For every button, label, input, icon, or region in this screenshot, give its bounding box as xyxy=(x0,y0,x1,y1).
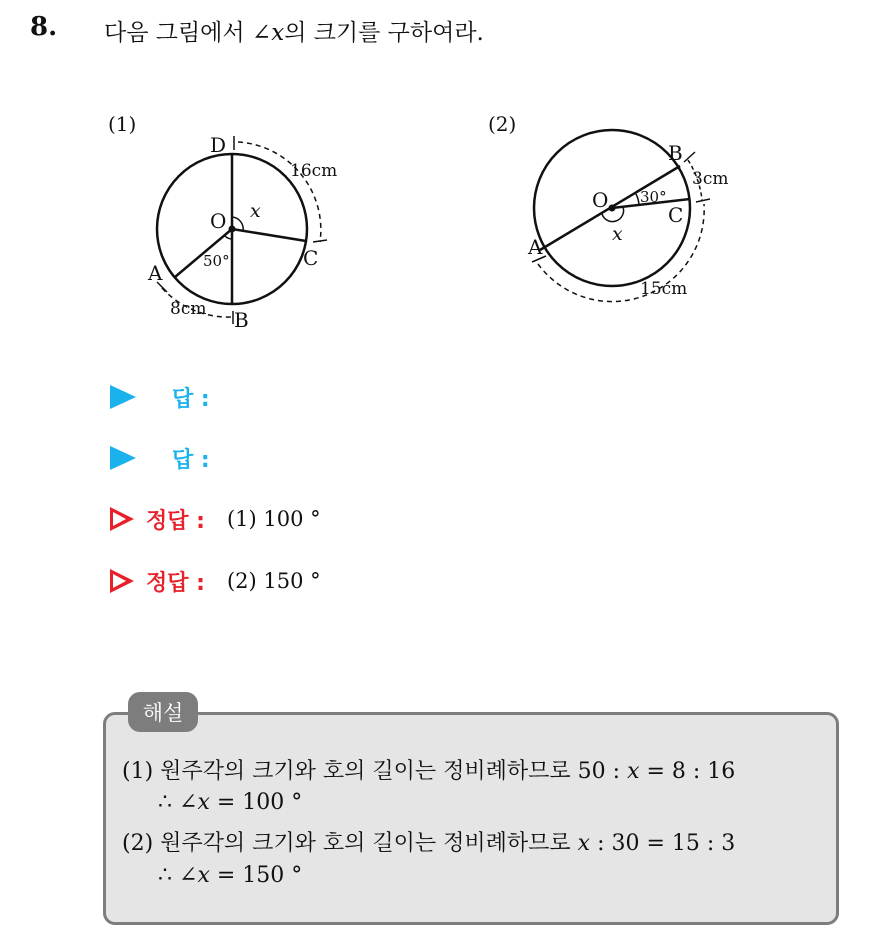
figure2-tick-b xyxy=(684,152,695,162)
answer-row-2 xyxy=(110,443,210,473)
figure1-center-dot xyxy=(229,226,236,233)
explanation-line-1-end: = 8 : 16 xyxy=(639,759,736,784)
explanation-line-3 xyxy=(122,826,735,857)
explanation-line-1-var: x xyxy=(627,759,640,784)
explanation-line-1 xyxy=(122,754,735,785)
question-text-after: 의 크기를 구하여라. xyxy=(284,20,484,46)
figure2-center-dot xyxy=(609,205,616,212)
explanation-line-3-var: x xyxy=(577,831,591,856)
explanation-line-2-prefix: ∴ ∠ xyxy=(158,790,198,815)
explanation-line-4-prefix: ∴ ∠ xyxy=(158,863,198,888)
figure2-tick-c xyxy=(696,199,710,202)
explanation-line-4-var: x xyxy=(197,863,210,888)
figure1-point-b: B xyxy=(234,308,249,332)
explanation-line-1-text: (1) 원주각의 크기와 호의 길이는 정비례하므로 50 : xyxy=(122,759,628,784)
explanation-box xyxy=(103,712,839,925)
question-text-before: 다음 그림에서 ∠ xyxy=(104,20,272,46)
explanation-line-4 xyxy=(158,863,302,888)
correct-row-1 xyxy=(110,504,321,534)
figure2-arc-ac-label: 15cm xyxy=(640,279,688,299)
correct-label: 정답 : xyxy=(146,508,205,534)
figure1-arc-ab-label: 8cm xyxy=(170,299,207,319)
figure2-angle-x: x xyxy=(612,223,623,245)
figure2-point-c: C xyxy=(668,203,684,227)
answer-arrow-icon xyxy=(110,446,136,470)
figure1-diagram xyxy=(140,130,370,340)
figure1-angle-x: x xyxy=(250,200,261,222)
correct-label: 정답 : xyxy=(146,570,205,596)
figure2-diagram xyxy=(520,130,750,310)
figure1-point-d: D xyxy=(210,133,227,157)
figure1-label: (1) xyxy=(108,112,137,136)
answer-row-1 xyxy=(110,382,210,412)
question-variable: x xyxy=(271,20,285,46)
explanation-line-2-var: x xyxy=(197,790,210,815)
figure2-point-o: O xyxy=(592,188,609,212)
explanation-line-4-end: = 150 ° xyxy=(209,863,303,888)
explanation-line-3-end: : 30 = 15 : 3 xyxy=(590,831,736,856)
figure2-angle-30-arc xyxy=(636,194,639,205)
figure2-point-a: A xyxy=(528,235,543,259)
question-text xyxy=(104,14,484,47)
correct-arrow-icon xyxy=(110,507,134,531)
correct-value: (1) 100 ° xyxy=(226,507,321,531)
figure2-point-b: B xyxy=(668,141,683,165)
question-number: 8. xyxy=(30,12,58,42)
figure2-label: (2) xyxy=(488,112,517,136)
explanation-line-2-end: = 100 ° xyxy=(209,790,303,815)
correct-arrow-icon xyxy=(110,569,134,593)
answer-label: 답 : xyxy=(172,386,210,412)
figure1-arc-dc-label: 16cm xyxy=(290,161,338,181)
explanation-line-2 xyxy=(158,790,302,815)
figure1-tick-c xyxy=(313,240,327,242)
figure1-point-c: C xyxy=(303,246,319,270)
figure1-point-a: A xyxy=(148,261,163,285)
figure2-angle-30: 30° xyxy=(640,188,667,206)
figure1-angle-50: 50° xyxy=(203,252,230,270)
correct-row-2 xyxy=(110,566,321,596)
explanation-tab: 해설 xyxy=(128,692,198,732)
figure1-point-o: O xyxy=(210,209,227,233)
explanation-line-3-text: (2) 원주각의 크기와 호의 길이는 정비례하므로 xyxy=(122,831,578,856)
correct-value: (2) 150 ° xyxy=(226,569,321,593)
answer-label: 답 : xyxy=(172,447,210,473)
answer-arrow-icon xyxy=(110,385,136,409)
figure2-arc-bc-label: 3cm xyxy=(692,169,729,189)
